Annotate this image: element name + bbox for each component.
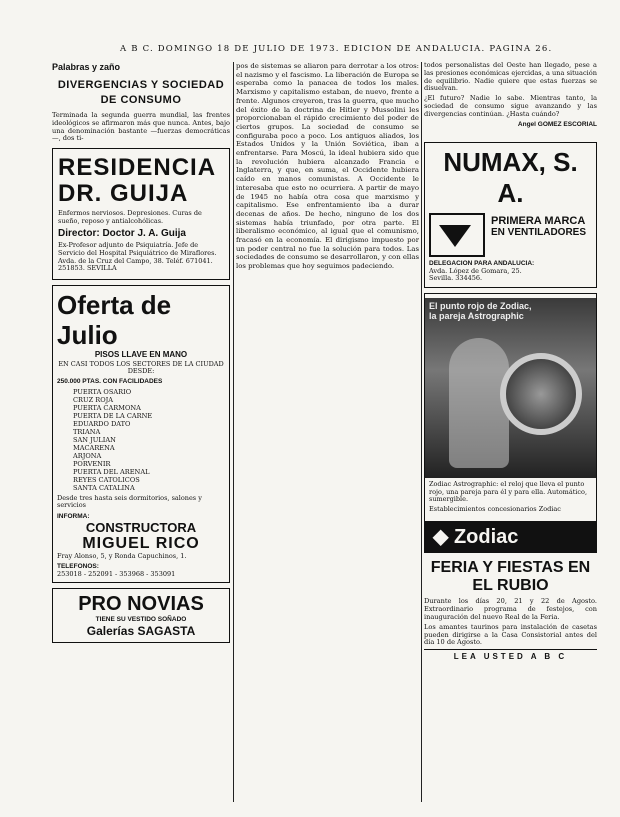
list-item: MACARENA — [73, 443, 115, 452]
column-middle — [236, 62, 419, 802]
residencia-title: RESIDENCIA — [58, 154, 217, 182]
zodiac-small: Establecimientos concesionarios Zodiac — [429, 504, 561, 513]
residencia-title-2: DR. GUIJA — [58, 180, 189, 208]
list-item: REYES CATOLICOS — [73, 475, 140, 484]
oferta-title: Oferta de Julio — [57, 289, 172, 350]
feria-body: Durante los días 20, 21 y 22 de Agosto. Extraordinario programa de festejos, con inauguración del nuevo Real de la Feria. — [424, 597, 597, 621]
column-divider — [233, 62, 234, 802]
watch-icon — [500, 353, 582, 435]
feria-title-2: EL RUBIO — [472, 577, 549, 595]
list-item: PUERTA DE LA CARNE — [73, 411, 153, 420]
residencia-info: Ex-Profesor adjunto de Psiquiatría. Jefe de Servicio del Hospital Psiquiátrico de Miraflores. Avda. de la Cruz del Campo, 38. Teléf. 671041. 251853. SEVILLA — [58, 241, 217, 273]
list-item: SAN JULIAN — [73, 435, 116, 444]
oferta-company-1: CONSTRUCTORA — [85, 520, 197, 536]
oferta-places — [57, 388, 225, 492]
oferta-ad — [52, 285, 230, 583]
oferta-company-2: MIGUEL RICO — [82, 535, 200, 553]
zodiac-ad — [424, 293, 597, 553]
page-header: A B C. DOMINGO 18 DE JULIO DE 1973. EDICION DE ANDALUCIA. PAGINA 26. — [120, 44, 553, 54]
column-left — [52, 62, 230, 802]
zodiac-caption: Zodiac Astrographic: el reloj que lleva el punto rojo, una pareja para él y para ella. Automático, sumergible. — [429, 479, 588, 504]
numax-logo-icon — [429, 213, 485, 257]
oferta-note: Desde tres hasta seis dormitorios, salones y servicios — [57, 493, 202, 510]
oferta-address: Fray Alonso, 5, y Ronda Capuchinos, 1. — [57, 552, 187, 561]
zodiac-headline-2: la pareja Astrographic — [429, 310, 524, 321]
numax-claim-2: EN VENTILADORES — [491, 227, 587, 239]
article-byline: Angel GOMEZ ESCORIAL — [517, 120, 597, 128]
list-item: CRUZ ROJA — [73, 395, 114, 404]
numax-title: NUMAX, S. A. — [443, 147, 578, 209]
article-lead: Terminada la segunda guerra mundial, las frentes ideológicos se afirmaron más que nunca. Antes, bajo una denominación bastante —fuerzas democráticas—, dos ti- — [52, 111, 230, 143]
feria-title-1: FERIA Y FIESTAS EN — [430, 559, 591, 577]
numax-claim-1: PRIMERA MARCA — [491, 215, 586, 228]
feria-body-2: Los amantes taurinos para instalación de casetas pueden dirigirse a la Casa Consistorial antes del día 10 de Agosto. — [424, 622, 597, 647]
article-kicker: Palabras y zaño — [52, 62, 121, 72]
oferta-info-label: INFORMA: — [57, 512, 90, 520]
oferta-phones: 253018 - 252091 - 353968 - 353091 — [57, 569, 176, 578]
novias-ad — [52, 588, 230, 643]
list-item: PUERTA OSARIO — [73, 387, 132, 396]
numax-city: Sevilla. 334456. — [429, 274, 483, 283]
article-ending: ¿El futuro? Nadie lo sabe. Mientras tanto, la sociedad de consumo sigue avanzando y las divergencias continúan. ¿Hasta cuándo? — [424, 94, 597, 118]
residencia-ad — [52, 148, 230, 280]
list-item: PUERTA DEL ARENAL — [73, 467, 150, 476]
article-continuation: todos personalistas del Oeste han llegado, pese a las presiones económicas ejercidas, a una situación de equilibrio. Nadie quiere que estas fuerzas se disuelvan. — [424, 62, 597, 93]
article-body: pos de sistemas se aliaron para derrotar a los otros: el nazismo y el fascismo. La liberación de Europa se esperaba como la panacea de todos los males. Marxismo y capitalismo estaban, de nuevo, frente a frente. Algunos creyeron, tras la guerra, que mucho del éxito de la doctrina de Hitler y Mussolini les proporcionaban el rápido crecimiento del poder de ciertos grupos. La sociedad de consumo se configuraba poco a poco. Los antiguos aliados, los Estados Unidos y la Unión Soviética, iban a enfrentarse. Para Moscú, la ideal hubiera sido que la revolución hubiera alcanzado Francia e Inglaterra, y que, en suma, el Occidente hubiera caído en manos comunistas. A Occidente le interesaba que esto no ocurriera. A partir de mayo de 1945 no había otra cosa que marxismo y capitalismo. Ese enfrentamiento iba a durar decenas de años. De hecho, ninguno de los dos sistemas había triunfado, por otra parte. El liberalismo económico, al igual que el comunismo, fracasó en la economía. El dirigismo impuesto por un poder central no fue la solución para todos. Las sociedades de consumo se desarrollaron, y con ellas los problemas que hoy seguimos padeciendo. — [236, 62, 419, 271]
zodiac-headline-1: El punto rojo de Zodiac, — [429, 300, 532, 311]
residencia-director: Director: Doctor J. A. Guija — [58, 228, 186, 240]
zodiac-photo — [425, 298, 596, 478]
feria-ad — [424, 559, 597, 661]
abc-footer: LEA USTED A B C — [424, 649, 597, 661]
zodiac-brand: ◆ Zodiac — [425, 521, 596, 552]
oferta-price: 250.000 PTAS. CON FACILIDADES — [57, 377, 163, 385]
numax-ad — [424, 142, 597, 288]
numax-addr: Avda. López de Gomara, 25. — [429, 266, 522, 275]
column-divider — [421, 62, 422, 802]
list-item: PUERTA CARMONA — [73, 403, 141, 412]
article-title: DIVERGENCIAS Y SOCIEDAD DE CONSUMO — [57, 79, 225, 106]
oferta-phones-label: TELEFONOS: — [57, 562, 99, 570]
list-item: SANTA CATALINA — [73, 483, 135, 492]
oferta-line: EN CASI TODOS LOS SECTORES DE LA CIUDAD DESDE: — [58, 359, 224, 376]
column-right — [424, 62, 597, 802]
list-item: PORVENIR — [73, 459, 111, 468]
numax-deleg: DELEGACION PARA ANDALUCIA: — [429, 260, 535, 268]
list-item: ARJONA — [73, 451, 102, 460]
list-item: TRIANA — [73, 427, 101, 436]
novias-sub: TIENE SU VESTIDO SOÑADO — [95, 616, 187, 624]
list-item: EDUARDO DATO — [73, 419, 131, 428]
oferta-subtitle: PISOS LLAVE EN MANO — [94, 349, 188, 359]
novias-title: PRO NOVIAS — [78, 593, 204, 616]
novias-store: Galerías SAGASTA — [86, 623, 196, 638]
residencia-body: Enfermos nerviosos. Depresiones. Curas de sueño, reposo y antialcohólicas. — [58, 209, 202, 225]
